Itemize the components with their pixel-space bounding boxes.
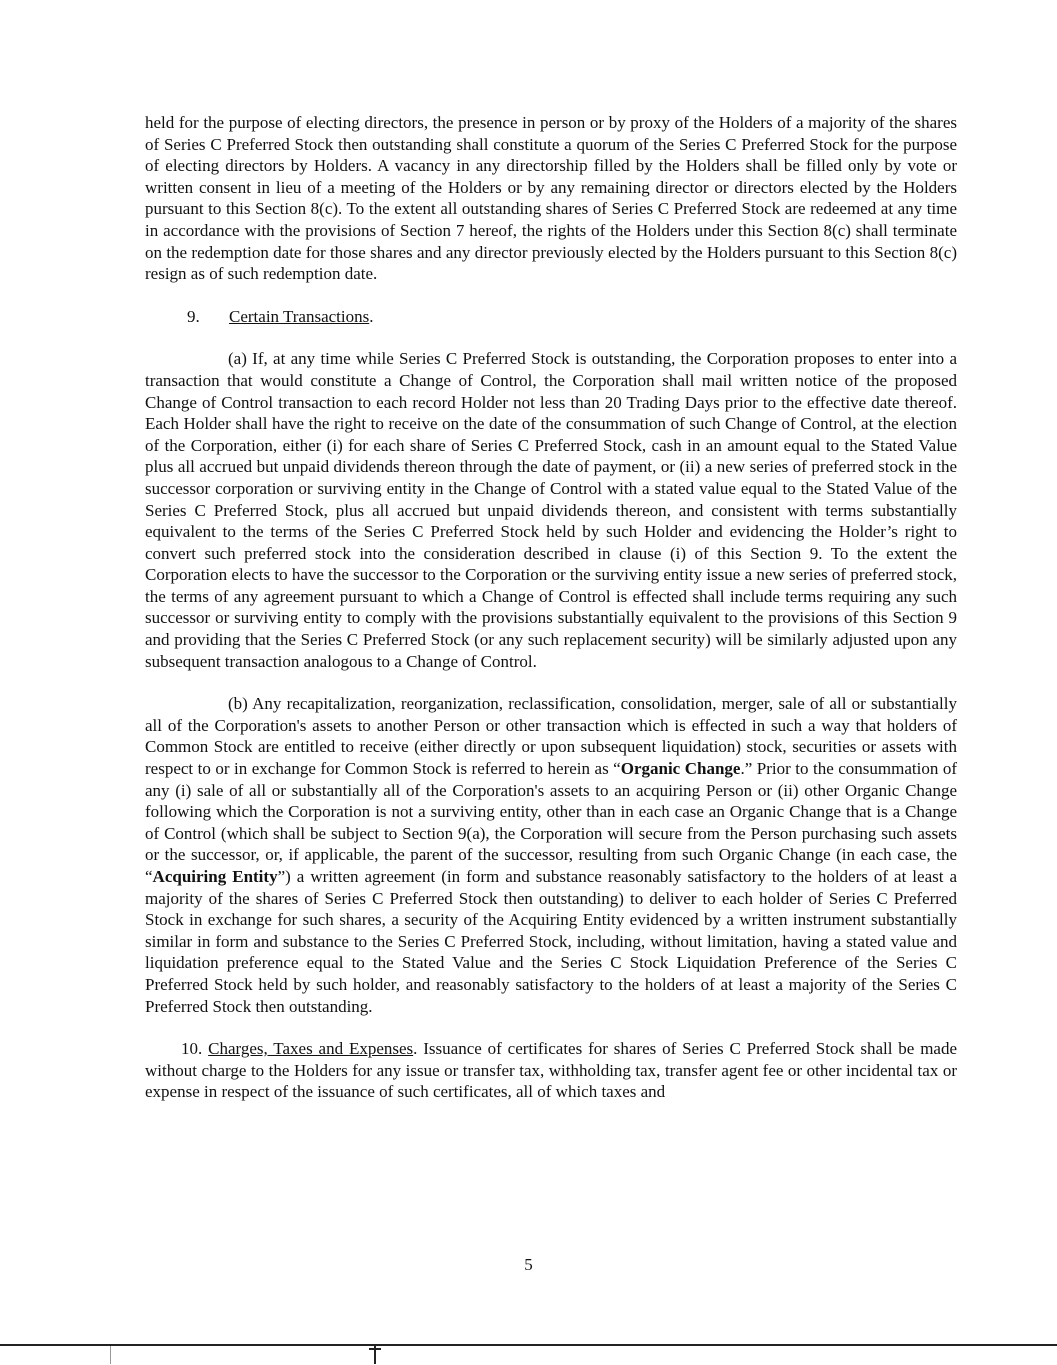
page-number: 5 [524, 1255, 533, 1274]
section-9-number: 9. [187, 306, 200, 326]
footer-rule [0, 1344, 1057, 1346]
section-9-title: Certain Transactions [229, 306, 370, 326]
defined-term-organic-change: Organic Change [620, 759, 741, 779]
section-9b-text-2: .” Prior to the consummation of any (i) sale of all or substantially all of the Corporation's assets to an acquiring Person or (ii) other Organic Change following which the Corporation is not a surviving entity, other than in each case an Organic Change that is a Change of Control (which shall be subject to Section 9(a), the Corporation will secure from the Person purchasing such assets or the successor, or, if applicable, the parent of the successor, resulting from such Organic Change (in each case, the “ [145, 759, 957, 886]
footer-tick-crossbar [369, 1348, 381, 1350]
section-9b-text-3: ”) a written agreement (in form and substance reasonably satisfactory to the holders of at least a majority of the shares of Series C Preferred Stock then outstanding) to deliver to each holder of Series C Preferred Stock in exchange for such shares, a security of the Acquiring Entity evidenced by a written instrument substantially similar in form and substance to the Series C Preferred Stock, including, without limitation, having a stated value and liquidation preference equal to the Stated Value and the Series C Stock Liquidation Preference of the Series C Preferred Stock held by such holder, and reasonably satisfactory to the holders of at least a majority of the Series C Preferred Stock then outstanding. [145, 867, 957, 1016]
footer-tick-mark [374, 1344, 376, 1364]
section-10-title: Charges, Taxes and Expenses [208, 1039, 414, 1059]
section-9a-paragraph: (a) If, at any time while Series C Preferred Stock is outstanding, the Corporation proposes to enter into a transaction that would constitute a Change of Control, the Corporation shall mail written notice of the proposed Change of Control transaction to each record Holder not less than 20 Trading Days prior to the effective date thereof. Each Holder shall have the right to receive on the date of the consummation of such Change of Control, at the election of the Corporation, either (i) for each share of Series C Preferred Stock, cash in an amount equal to the Stated Value plus all accrued but unpaid dividends thereon through the date of payment, or (ii) a new series of preferred stock in the successor corporation or surviving entity in the Change of Control with a stated value equal to the Stated Value of the Series C Preferred Stock, plus all accrued but unpaid dividends thereon, and consistent with terms substantially equivalent to the terms of the Series C Preferred Stock held by such Holder and evidencing the Holder’s right to convert such preferred stock into the consideration described in clause (i) of this Section 9. To the extent the Corporation elects to have the successor to the Corporation or the surviving entity issue a new series of preferred stock, the terms of any agreement pursuant to which a Change of Control is effected shall include terms requiring any such successor or surviving entity to comply with the provisions substantially equivalent to the provisions of this Section 9 and providing that the Series C Preferred Stock (or any such replacement security) will be similarly adjusted upon any subsequent transaction analogous to a Change of Control. [145, 349, 957, 671]
section-9b-paragraph [145, 693, 957, 1017]
section-10-text: . Issuance of certificates for shares of Series C Preferred Stock shall be made without charge to the Holders for any issue or transfer tax, withholding tax, transfer agent fee or other incidental tax or expense in respect of the issuance of such certificates, all of which taxes and [145, 1039, 958, 1102]
section-9b-text-1: (b) Any recapitalization, reorganization, reclassification, consolidation, merger, sale of all or substantially all of the Corporation's assets to another Person or other transaction which is effected in such a way that holders of Common Stock are entitled to receive (either directly or upon subsequent liquidation) stock, securities or assets with respect to or in exchange for Common Stock is referred to herein as “ [145, 694, 957, 779]
footer-faint-mark [110, 1346, 111, 1364]
section-9-heading [145, 306, 957, 328]
section-10-number: 10. [181, 1039, 203, 1059]
document-body [145, 112, 957, 1124]
section-9-title-period: . [369, 306, 374, 326]
section-10-paragraph [145, 1038, 957, 1103]
section-8c-continuation: held for the purpose of electing directors, the presence in person or by proxy of the Holders of a majority of the shares of Series C Preferred Stock then outstanding shall constitute a quorum of the Series C Preferred Stock for the purpose of electing directors by Holders. A vacancy in any directorship filled by the Holders shall be filled only by vote or written consent in lieu of a meeting of the Holders or by any remaining director or directors elected by the Holders pursuant to this Section 8(c). To the extent all outstanding shares of Series C Preferred Stock are redeemed at any time in accordance with the provisions of Section 7 hereof, the rights of the Holders under this Section 8(c) shall terminate on the redemption date for those shares and any director previously elected by the Holders pursuant to this Section 8(c) resign as of such redemption date. [145, 113, 957, 284]
defined-term-acquiring-entity: Acquiring Entity [152, 867, 278, 886]
